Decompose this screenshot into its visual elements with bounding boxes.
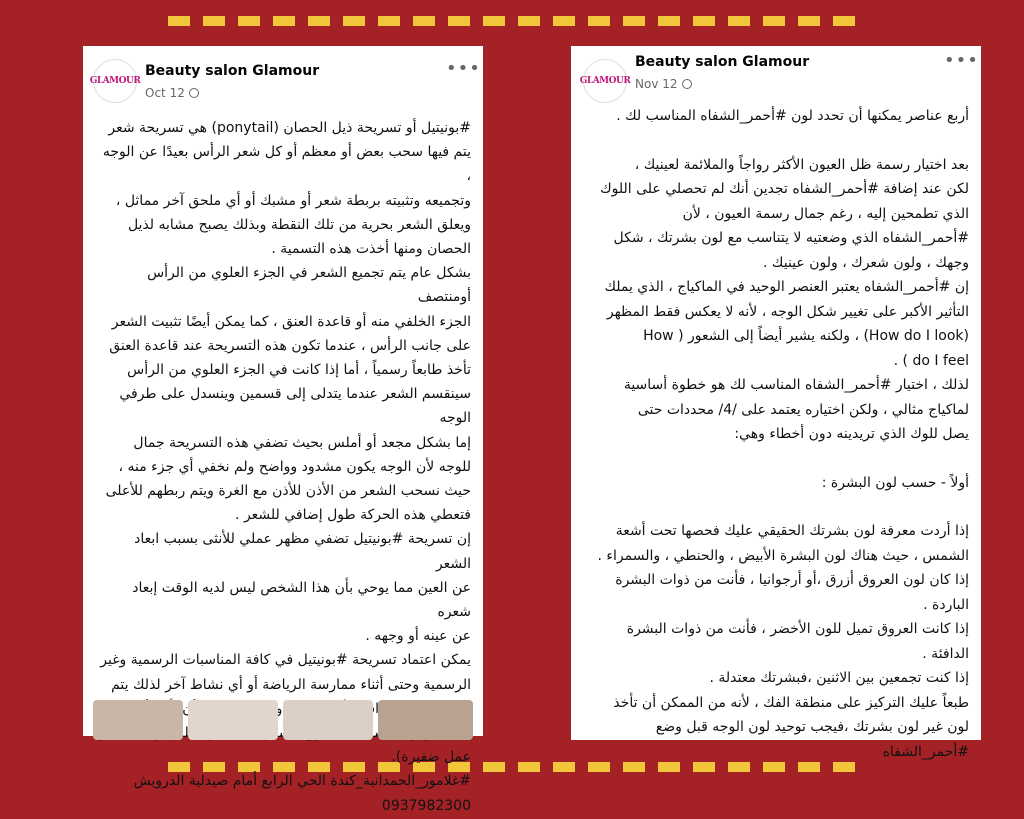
post-line: بعد اختيار رسمة ظل العيون الأكثر رواجاً والملائمة لعينيك ، <box>634 156 969 173</box>
post-line: لون غير لون بشرتك ،فيجب توحيد لون الوجه قبل وضع <box>655 719 969 735</box>
post-line: يصل للوك الذي تريدينه دون أخطاء وهي: <box>734 426 969 442</box>
dash-segment <box>553 16 575 26</box>
post-line: #أحمر_الشفاه الذي وضعتيه لا يتناسب مع لون بشرتك ، شكل <box>613 230 969 246</box>
post-line: إن #أحمر_الشفاه يعتبر العنصر الوحيد في الماكياج ، الذي يملك <box>604 279 969 295</box>
post-date[interactable] <box>635 77 692 91</box>
post-text <box>571 104 981 764</box>
post-line: التأثير الأكبر على تغيير شكل الوجه ، لأنه لا يعكس فقط المظهر <box>606 303 969 320</box>
dash-segment <box>378 16 400 26</box>
post-line: الجزء الخلفي منه أو قاعدة العنق ، كما يمكن أيضًا تثبيت الشعر <box>111 313 471 330</box>
post-line: حيث نسحب الشعر من الأذن للأذن مع الغرة ويتم ربطهم للأعلى <box>105 483 471 500</box>
post-line: الشمس ، حيث هناك لون البشرة الأبيض ، والحنطي ، والسمراء . <box>597 547 969 564</box>
post-line: الحصان ومنها أخذت هذه التسمية . <box>271 241 471 258</box>
photo-strip[interactable] <box>93 700 473 736</box>
post-line: عن عينه أو وجهه . <box>365 628 471 645</box>
post-header <box>571 46 981 116</box>
globe-icon <box>189 88 199 98</box>
post-line: إذا أردت معرفة لون بشرتك الحقيقي عليك فحصها تحت أشعة <box>615 523 969 539</box>
post-line: الشعر <box>264 725 300 742</box>
dash-segment <box>763 16 785 26</box>
post-line: إذا كان لون العروق أزرق ،أو أرجوانيا ، فأنت من ذوات البشرة <box>615 572 969 588</box>
post-line: الباردة . <box>923 596 969 613</box>
page-name[interactable]: Beauty salon Glamour <box>635 54 810 70</box>
post-line: يتم فيها سحب بعض أو معظم أو كل شعر الرأس بعيدًا عن الوجه ، <box>102 144 471 185</box>
right-post-card <box>571 46 981 760</box>
post-line: do I feel ) . <box>893 352 969 369</box>
dash-segment <box>238 16 260 26</box>
date-text: Nov 12 <box>635 77 678 91</box>
post-line: (How do I look) ، ولكنه يشير أيضاً إلى الشعور ( How <box>643 328 969 344</box>
avatar[interactable] <box>89 59 141 103</box>
post-line: إذا كنت تجمعين بين الاثنين ،فبشرتك معتدلة . <box>709 670 969 686</box>
page-name[interactable]: Beauty salon Glamour <box>145 63 320 79</box>
photo-thumb[interactable] <box>378 700 473 740</box>
post-line <box>583 447 969 471</box>
post-line: للوجه لأن الوجه يكون مشدود وواضح ولم نخفي أي جزء منه ، <box>118 458 471 475</box>
glamour-logo: GLAMOUR <box>89 76 141 86</box>
post-line: إن تسريحة #بونيتيل تضفي مظهر عملي للأنثى بسبب ابعاد الشعر <box>134 531 471 572</box>
post-header <box>83 46 483 116</box>
dash-segment <box>483 762 505 772</box>
dash-segment <box>658 16 680 26</box>
dash-segment <box>623 16 645 26</box>
post-line: لذلك ، اختيار #أحمر_الشفاه المناسب لك هو خطوة أساسية <box>623 377 969 393</box>
photo-thumb[interactable] <box>188 700 278 740</box>
post-line: وتجميعه وتثبيته بربطة شعر أو مشبك أو أي ملحق آخر مماثل ، <box>115 192 471 209</box>
post-date[interactable] <box>145 86 199 100</box>
post-line <box>583 129 969 153</box>
post-line <box>583 495 969 519</box>
dash-segment <box>448 16 470 26</box>
post-line: #بونيتيل أو تسريحة ذيل الحصان (ponytail) هي تسريحة شعر <box>108 120 471 136</box>
post-line: على جانب الرأس ، عندما تكون هذه التسريحة عند قاعدة العنق <box>109 337 471 354</box>
dash-segment <box>588 16 610 26</box>
post-line: بشكل عام يتم تجميع الشعر في الجزء العلوي من الرأس أومنتصف <box>147 265 471 306</box>
dash-segment <box>343 16 365 26</box>
post-line: تأخذ طابعاً رسمياً ، أما إذا كانت في الجزء العلوي من الرأس <box>127 362 471 379</box>
dash-segment <box>518 762 540 772</box>
post-line: سينقسم الشعر عندما يتدلى إلى قسمين وينسدل على طرفي الوجه <box>119 386 471 427</box>
post-line: الذي تطمحين إليه ، رغم جمال رسمة العيون ، لأن <box>682 205 969 222</box>
photo-thumb[interactable] <box>283 700 373 740</box>
avatar[interactable] <box>579 59 631 103</box>
dash-segment <box>308 16 330 26</box>
dash-segment <box>518 16 540 26</box>
glamour-logo: GLAMOUR <box>579 76 631 86</box>
dash-segment <box>203 16 225 26</box>
post-line: أولاً - حسب لون البشرة : <box>821 474 969 491</box>
dash-segment <box>168 16 190 26</box>
post-line: إما بشكل مجعد أو أملس بحيث تضفي هذه التسريحة جمال <box>133 434 471 451</box>
post-line: #غلامور_الحمدانية_كندة الحي الرابع أمام صيدلية الدرويش <box>133 773 471 790</box>
post-line: ويعلق الشعر بحرية من تلك النقطة وبذلك يصبح مشابه لذيل <box>127 216 471 233</box>
top-dash-border <box>0 16 1024 26</box>
photo-thumb[interactable] <box>93 700 183 740</box>
dash-segment <box>798 16 820 26</box>
post-line: لكن عند إضافة #أحمر_الشفاه تجدين أنك لم تحصلي على اللوك <box>600 181 969 197</box>
dash-segment <box>728 16 750 26</box>
dash-segment <box>483 16 505 26</box>
post-line: الرسمية وحتى أثناء ممارسة الرياضة أو أي نشاط آخر لذلك يتم <box>111 676 471 693</box>
post-line: يمكن اعتماد تسريحة #بونيتيل في كافة المناسبات الرسمية وغير <box>100 652 471 669</box>
globe-icon <box>682 79 692 89</box>
date-text: Oct 12 <box>145 86 185 100</box>
more-options-icon[interactable]: ••• <box>446 58 481 79</box>
post-line: لماكياج مثالي ، ولكن اختياره يعتمد على /4/ محددات حتى <box>637 401 969 418</box>
post-line: عن العين مما يوحي بأن هذا الشخص ليس لديه الوقت إبعاد شعره <box>132 579 471 621</box>
dash-segment <box>693 16 715 26</box>
post-line: أربع عناصر يمكنها أن تحدد لون #أحمر_الشفاه المناسب لك . <box>616 108 969 124</box>
post-line: #أحمر_الشفاه <box>882 743 969 760</box>
post-line: طبعاً عليك التركيز على منطقة الفك ، لأنه من الممكن أن تأخذ <box>613 694 969 711</box>
post-line: إذا كانت العروق تميل للون الأخضر ، فأنت من ذوات البشرة <box>626 621 969 637</box>
dash-segment <box>413 16 435 26</box>
post-line: 0937982300 <box>381 797 471 814</box>
post-line: عمل ضفيرة). <box>391 749 471 766</box>
dash-segment <box>273 16 295 26</box>
left-post-card <box>83 46 483 814</box>
post-line: وجهك ، ولون شعرك ، ولون عينيك . <box>763 254 969 271</box>
post-line: فتعطي هذه الحركة طول إضافي للشعر . <box>235 507 471 524</box>
more-options-icon[interactable]: ••• <box>944 50 979 71</box>
post-line: الدافئة . <box>922 645 969 662</box>
dash-segment <box>833 16 855 26</box>
